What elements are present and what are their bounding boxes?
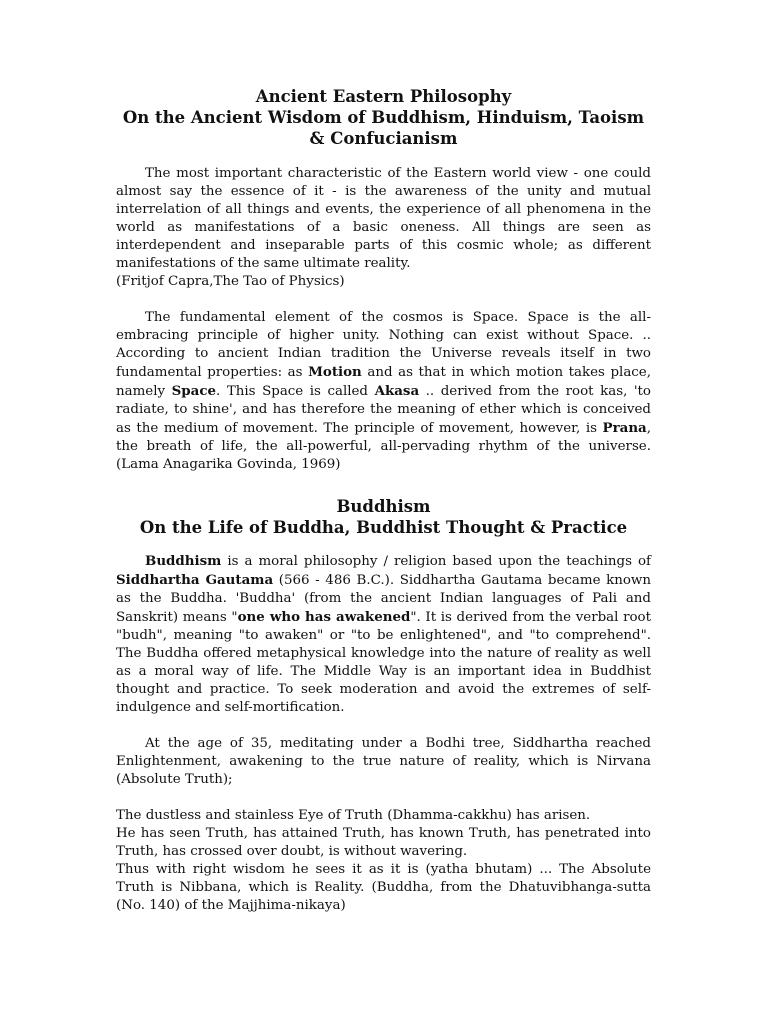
heading-line: & Confucianism bbox=[309, 129, 458, 148]
citation-capra: (Fritjof Capra,The Tao of Physics) bbox=[116, 274, 345, 289]
text-run: , the breath of life, the all-powerful, all-pervading rhythm of the universe. (Lama Anagarika Govinda, 1969) bbox=[116, 421, 651, 472]
document-page bbox=[116, 86, 651, 915]
heading-line: Ancient Eastern Philosophy bbox=[255, 87, 512, 106]
text-run: .. derived from the root kas, 'to radiate, to shine', and has therefore the meaning of ether which is conceived as the medium of movement. The principle of movement, however, is bbox=[116, 384, 651, 436]
text-run: ". It is derived from the verbal root "budh", meaning "to awaken" or "to be enlightened", and "to comprehend". The Buddha offered metaphysical knowledge into the nature of reality as well as a moral way of life. The Middle Way is an important idea in Buddhist thought and practice. To seek moderation and avoid the extremes of self-indulgence and self-mortification. bbox=[116, 610, 651, 715]
paragraph-govinda-quote bbox=[116, 309, 651, 474]
paragraph-gap bbox=[116, 291, 651, 309]
bold-term-prana: Prana bbox=[602, 420, 647, 436]
heading-line: Buddhism bbox=[336, 497, 431, 516]
bold-term-buddhism: Buddhism bbox=[145, 553, 222, 569]
heading-line: On the Ancient Wisdom of Buddhism, Hinduism, Taoism bbox=[122, 108, 645, 127]
paragraph-enlightenment: At the age of 35, meditating under a Bodhi tree, Siddhartha reached Enlightenment, awakening to the true nature of reality, which is Nirvana (Absolute Truth); bbox=[116, 736, 651, 787]
bold-term-space: Space bbox=[171, 383, 217, 399]
text-run: . This Space is called bbox=[216, 384, 375, 399]
text-run: is a moral philosophy / religion based upon the teachings of bbox=[221, 554, 651, 569]
bold-term-siddhartha: Siddhartha Gautama bbox=[116, 572, 274, 588]
section-heading-eastern-philosophy bbox=[116, 86, 651, 149]
paragraph-gap bbox=[116, 789, 651, 807]
text-run: The fundamental element of the cosmos is Space. Space is the all-embracing principle of higher unity. Nothing can exist without Space. .. According to ancient Indian tradition the Universe reveals itself in two fundamental properties: as bbox=[116, 310, 651, 380]
quote-line: The dustless and stainless Eye of Truth (Dhamma-cakkhu) has arisen. bbox=[116, 808, 591, 823]
section-heading-buddhism bbox=[116, 496, 651, 538]
bold-term-awakened: one who has awakened bbox=[237, 609, 411, 625]
quote-line: Thus with right wisdom he sees it as it is (yatha bhutam) ... The Absolute Truth is Nibbana, which is Reality. (Buddha, from the Dhatuvibhanga-sutta (No. 140) of the Majjhima-nikaya) bbox=[116, 862, 651, 913]
paragraph-capra-quote: The most important characteristic of the Eastern world view - one could almost say the essence of it - is the awareness of the unity and mutual interrelation of all things and events, the experience of all phenomena in the world as manifestations of a basic oneness. All things are seen as interdependent and inseparable parts of this cosmic whole; as different manifestations of the same ultimate reality. bbox=[116, 166, 651, 271]
text-run: (566 - 486 B.C.). Siddhartha Gautama became known as the Buddha. 'Buddha' (from the ancient Indian languages of Pali and Sanskrit) means " bbox=[116, 573, 651, 625]
paragraph-buddhism-intro bbox=[116, 552, 651, 717]
quote-line: He has seen Truth, has attained Truth, has known Truth, has penetrated into Truth, has crossed over doubt, is without wavering. bbox=[116, 826, 651, 859]
text-run: and as that in which motion takes place, namely bbox=[116, 365, 651, 399]
bold-term-motion: Motion bbox=[308, 364, 362, 380]
bold-term-akasa: Akasa bbox=[374, 383, 420, 399]
heading-line: On the Life of Buddha, Buddhist Thought & Practice bbox=[139, 518, 628, 537]
paragraph-gap bbox=[116, 717, 651, 735]
